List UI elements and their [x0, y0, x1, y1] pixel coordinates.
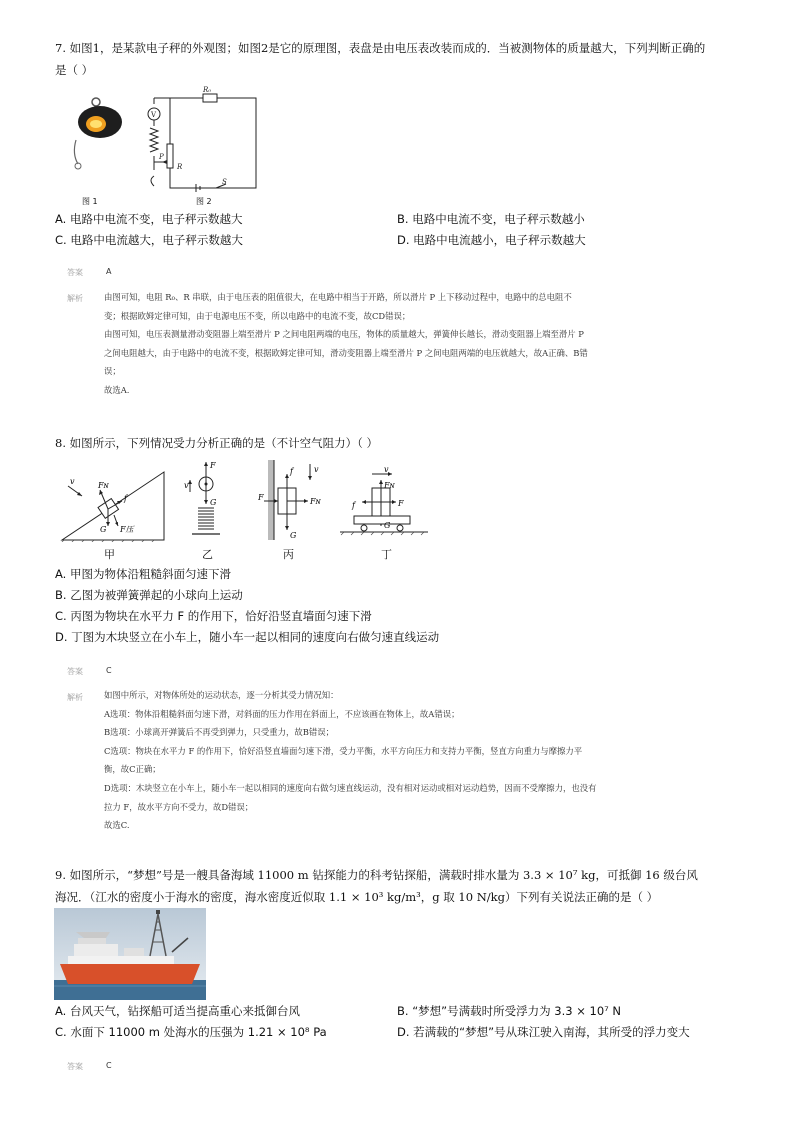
ding-v-label: v: [384, 466, 389, 474]
jia-fn-label: Fɴ: [98, 481, 109, 490]
q8-bing-caption: 丙: [283, 548, 294, 561]
q8-yi-caption: 乙: [202, 548, 213, 561]
q7-analysis-label: 解析: [67, 294, 83, 303]
q7-answer-label: 答案: [67, 268, 83, 277]
slider-p-label: P: [159, 153, 164, 161]
jia-g-label: G: [100, 525, 107, 534]
q9-option-c[interactable]: C. 水面下 11000 m 处海水的压强为 1.21 × 10⁸ Pa: [55, 1025, 327, 1039]
q8-option-b[interactable]: B. 乙图为被弹簧弹起的小球向上运动: [55, 588, 243, 602]
q8-figure-yi-spring: [180, 458, 230, 544]
q7-fig2-caption: 图 2: [196, 197, 212, 206]
q8-figure-jia-incline: [60, 468, 166, 542]
voltmeter-label: V: [151, 111, 157, 119]
jia-fcompress-label: F压: [120, 525, 134, 534]
q7-option-b[interactable]: B. 电路中电流不变，电子秤示数越小: [397, 212, 585, 226]
rheostat-r-label: R: [177, 163, 183, 171]
q8-answer: C: [106, 666, 112, 675]
q7-analysis: 由图可知，电阻 R₀、R 串联，由于电压表的阻值很大，在电路中相当于开路，所以滑片 P 上下移动过程中，电路中的总电阻不 变；根据欧姆定律可知，由于电源电压不变，所以电路中的电流不变，故CD错误； 由图可知，电压表测量滑动变阻器上端至滑片 P 之间电阻两端的电压，物体的质量越大，弹簧伸长越长，滑动变阻器上端至滑片 P 之间电阻越大，由于电路中的电流不变，根据欧姆定律可知，滑动变阻器上端至滑片 P 之间电阻两端的电压就越大，故A正确、B错 误； 故选A.: [104, 292, 588, 395]
bing-fn-label: Fɴ: [310, 497, 321, 506]
q8-option-a[interactable]: A. 甲图为物体沿粗糙斜面匀速下滑: [55, 567, 231, 581]
q8-answer-label: 答案: [67, 667, 83, 676]
q8-analysis-label: 解析: [67, 693, 83, 702]
switch-s-label: S: [222, 178, 227, 186]
ding-f-label: f: [352, 501, 355, 510]
q8-option-d[interactable]: D. 丁图为木块竖立在小车上，随小车一起以相同的速度向右做匀速直线运动: [55, 630, 440, 644]
q8-jia-caption: 甲: [104, 548, 115, 561]
q7-option-a[interactable]: A. 电路中电流不变，电子秤示数越大: [55, 212, 243, 226]
q8-option-c[interactable]: C. 丙图为物块在水平力 F 的作用下，恰好沿竖直墙面匀速下滑: [55, 609, 372, 623]
yi-v-label: v: [184, 481, 189, 490]
q9-option-a[interactable]: A. 台风天气，钻探船可适当提高重心来抵御台风: [55, 1004, 300, 1018]
bing-v-label: v: [314, 465, 319, 474]
q7-fig1-caption: 图 1: [82, 197, 98, 206]
jia-f-label: f: [124, 494, 127, 503]
yi-g-label: G: [210, 498, 217, 507]
q8-ding-caption: 丁: [381, 548, 392, 561]
q7-figure1-scale: [62, 96, 132, 196]
jia-v-label: v: [70, 477, 75, 486]
q8-figure-ding-cart: [336, 466, 432, 546]
q7-option-d[interactable]: D. 电路中电流越小，电子秤示数越大: [397, 233, 586, 247]
q8-figure-bing-wall: [258, 458, 330, 544]
q9-option-d[interactable]: D. 若满载的“梦想”号从珠江驶入南海，其所受的浮力变大: [397, 1025, 690, 1039]
ding-F-label: F: [398, 499, 404, 508]
bing-F-label: F: [258, 493, 264, 502]
q8-analysis: 如图中所示，对物体所处的运动状态，逐一分析其受力情况知： A选项：物体沿粗糙斜面匀速下滑，对斜面的压力作用在斜面上，不应该画在物体上，故A错误； B选项：小球离开弹簧后不再受到弹力，只受重力，故B错误； C选项：物块在水平力 F 的作用下，恰好沿竖直墙面匀速下滑，受力平衡，水平方向压力和支持力平衡，竖直方向重力与摩擦力平 衡，故C正确； D选项：木块竖立在小车上，随小车一起以相同的速度向右做匀速直线运动，没有相对运动或相对运动趋势，因而不受摩擦力，也没有 拉力 F，故水平方向不受力，故D错误； 故选C.: [104, 690, 597, 831]
q8-stem: 8. 如图所示，下列情况受力分析正确的是（不计空气阻力）（ ）: [55, 436, 379, 450]
q9-answer-label: 答案: [67, 1062, 83, 1071]
q7-stem: 7. 如图1，是某款电子秤的外观图；如图2是它的原理图，表盘是由电压表改装而成的．当被测物体的质量越大，下列判断正确的 是（ ）: [55, 41, 706, 77]
yi-f-force-label: F: [210, 461, 216, 470]
q7-answer: A: [106, 267, 112, 276]
q9-answer: C: [106, 1061, 112, 1070]
r0-label: R₀: [203, 86, 212, 94]
bing-g-label: G: [290, 531, 297, 540]
ding-fn-label: Fɴ: [384, 481, 395, 490]
q9-ship-photo: [54, 908, 206, 1000]
q9-option-b[interactable]: B. “梦想”号满载时所受浮力为 3.3 × 10⁷ N: [397, 1004, 622, 1018]
bing-f-label: f: [290, 467, 293, 476]
ding-g-label: G: [384, 521, 391, 530]
q9-stem: 9. 如图所示，“梦想”号是一艘具备海域 11000 m 钻探能力的科考钻探船，满载时排水量为 3.3 × 10⁷ kg，可抵御 16 级台风 海况．（江水的密度小于海水的密度，海水密度近似取 1.1 × 10³ kg/m³，g 取 10 N/kg）下列有关说法正确的是（ ）: [55, 868, 698, 904]
q7-option-c[interactable]: C. 电路中电流越大，电子秤示数越大: [55, 233, 243, 247]
q7-figure2-circuit: [140, 84, 265, 202]
